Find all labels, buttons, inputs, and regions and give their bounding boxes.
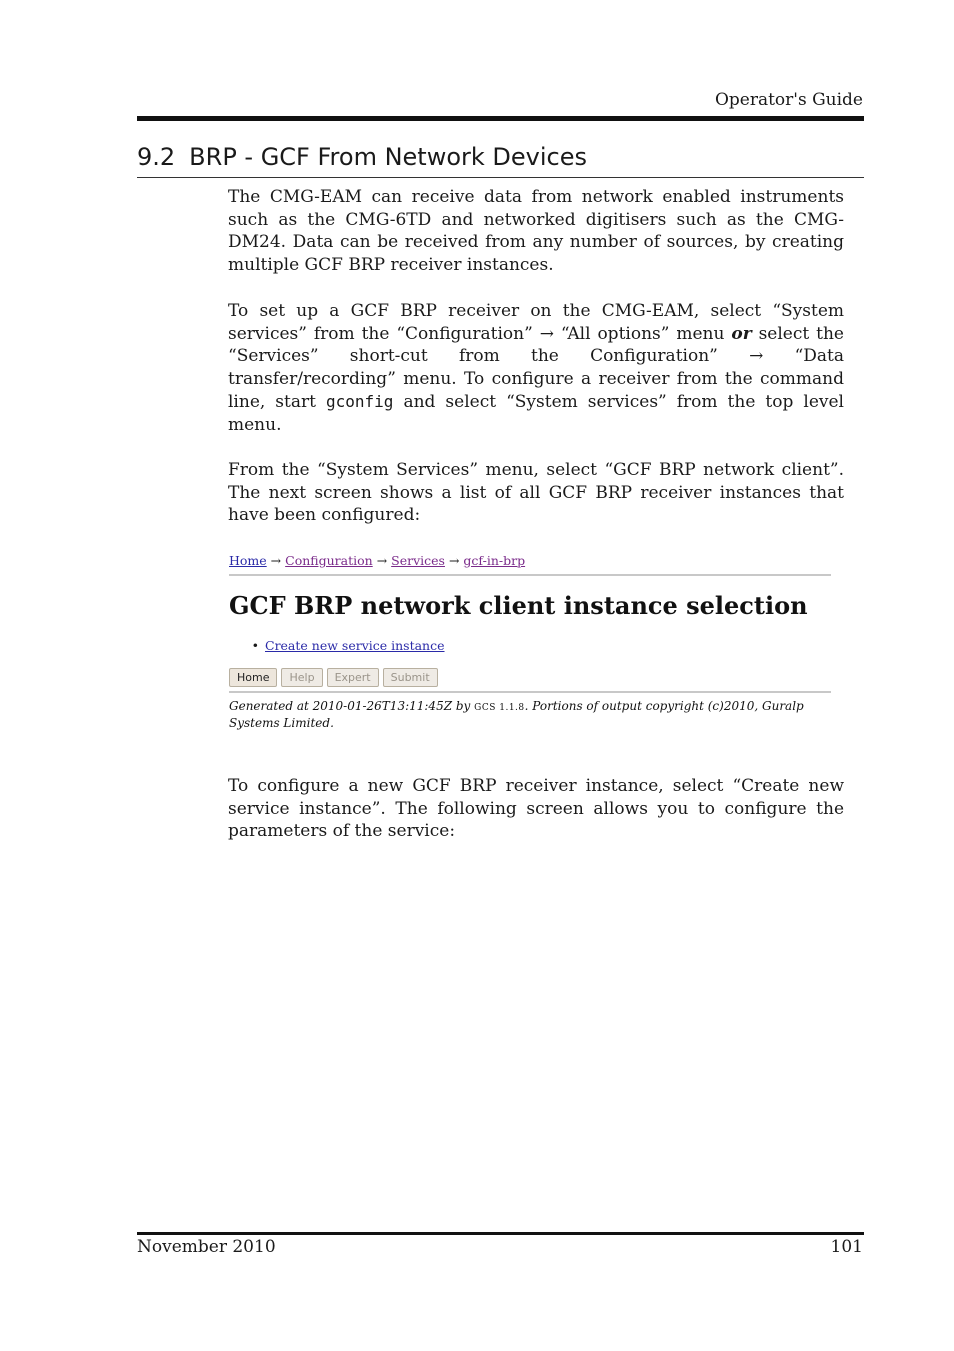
screenshot-top-rule (229, 574, 831, 576)
command-gconfig: gconfig (325, 391, 394, 411)
paragraph-system-services: From the “System Services” menu, select “GCF BRP network client”. The next screen shows a list of all GCF BRP receiver instances that have been configured: (228, 460, 844, 526)
embedded-screenshot (229, 549, 831, 739)
submit-button[interactable]: Submit (383, 668, 438, 687)
screenshot-page-title: GCF BRP network client instance selection (229, 591, 808, 620)
breadcrumb-current[interactable]: gcf-in-brp (463, 553, 526, 568)
generated-text-b: . Portions of output copyright (c)2010, Guralp Systems Limited. (229, 699, 804, 730)
paragraph-create-new: To configure a new GCF BRP receiver instance, select “Create new service instance”. The following screen allows you to configure the parameters of the service: (228, 776, 844, 842)
emphasis-or: or (731, 323, 752, 344)
running-header: Operator's Guide (714, 90, 863, 110)
generated-text-a: Generated at 2010-01-26T13:11:45Z by (229, 699, 475, 713)
section-number: 9.2 (137, 143, 176, 171)
section-heading (137, 143, 587, 171)
generated-footer (229, 699, 831, 731)
paragraph-setup-text-c: and select “System services” from the top level menu. (228, 391, 844, 435)
footer-date: November 2010 (137, 1237, 276, 1257)
breadcrumb-home[interactable]: Home (229, 553, 267, 568)
breadcrumb-separator: → (448, 553, 460, 568)
paragraph-intro: The CMG-EAM can receive data from network enabled instruments such as the CMG-6TD and networked digitisers such as the CMG-DM24. Data can be received from any number of sources, by creating multiple GCF BRP receiver instances. (228, 187, 844, 276)
list-bullet: • (251, 638, 259, 653)
breadcrumb-separator: → (376, 553, 388, 568)
create-instance-link[interactable]: Create new service instance (265, 638, 445, 653)
paragraph-setup-text-b: select the “Services” short-cut from the Configuration” → “Data transfer/recording” menu. To configure a receiver from the command line, start (228, 323, 844, 412)
footer-rule (137, 1232, 864, 1235)
breadcrumb (229, 553, 525, 568)
button-row (229, 668, 438, 687)
section-title: BRP - GCF From Network Devices (189, 143, 587, 171)
home-button[interactable]: Home (229, 668, 277, 687)
page-number: 101 (830, 1237, 863, 1257)
expert-button[interactable]: Expert (327, 668, 379, 687)
help-button[interactable]: Help (281, 668, 322, 687)
paragraph-setup-text-a: To set up a GCF BRP receiver on the CMG-EAM, select “System services” from the “Configuration” → “All options” menu (228, 301, 844, 344)
paragraph-setup (228, 300, 844, 436)
header-rule (137, 116, 864, 121)
heading-rule (137, 177, 864, 178)
breadcrumb-services[interactable]: Services (391, 553, 445, 568)
breadcrumb-separator: → (270, 553, 282, 568)
breadcrumb-configuration[interactable]: Configuration (285, 553, 373, 568)
gcs-version: GCS 1.1.8 (474, 703, 525, 713)
screenshot-bottom-rule (229, 691, 831, 693)
instance-list (229, 638, 445, 653)
